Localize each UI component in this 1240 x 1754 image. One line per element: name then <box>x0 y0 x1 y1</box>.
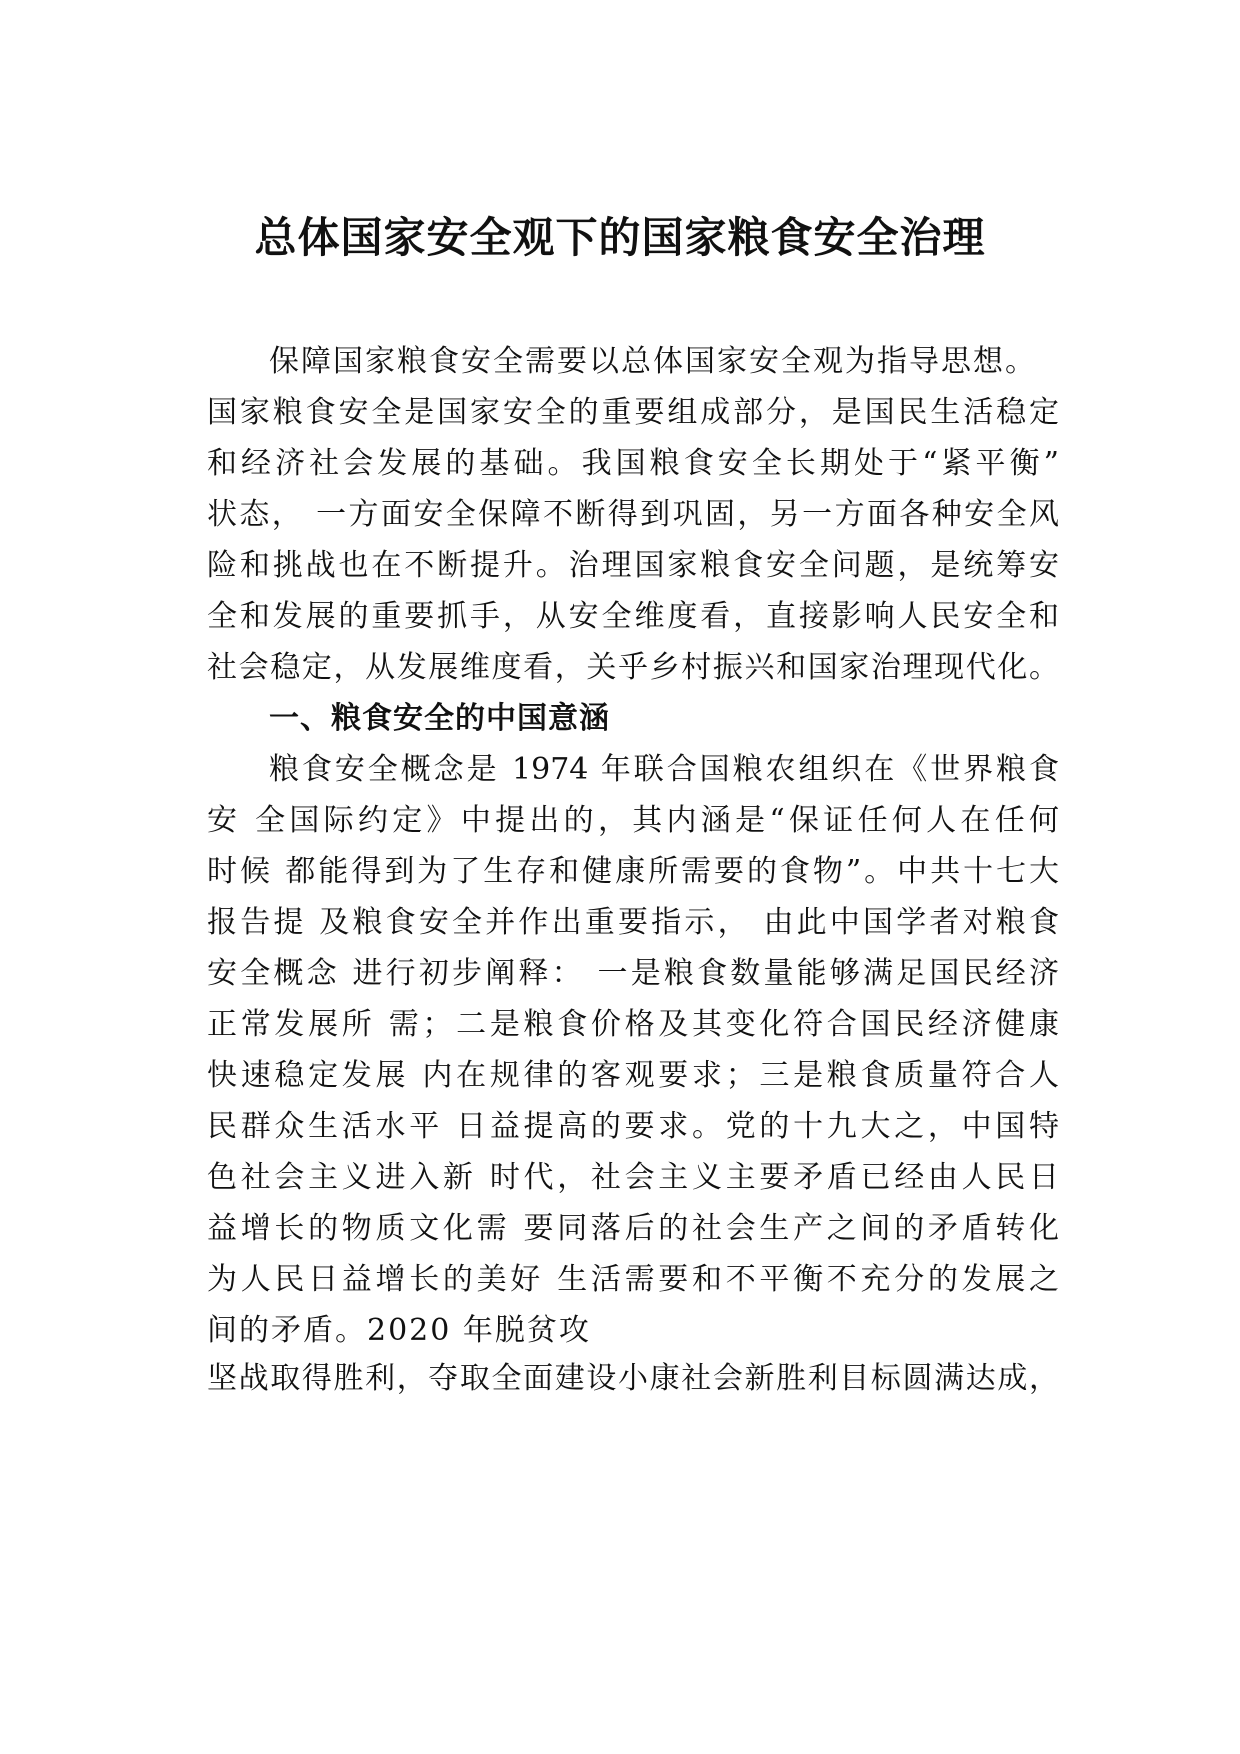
document-title: 总体国家安全观下的国家粮食安全治理 <box>254 213 986 262</box>
intro-line-3: 和经济社会发展的基础。我国粮食安全长期处于“紧平衡” <box>207 446 1059 481</box>
section-line-9: 色社会主义进入新 时代，社会主义主要矛盾已经由人民日 <box>207 1160 1059 1195</box>
section-line-2: 安 全国际约定》中提出的，其内涵是“保证任何人在任何 <box>207 803 1059 838</box>
intro-line-4: 状态， 一方面安全保障不断得到巩固，另一方面各种安全风 <box>207 497 1059 532</box>
section-line-10: 益增长的物质文化需 要同落后的社会生产之间的矛盾转化 <box>207 1211 1059 1246</box>
section-line-13: 坚战取得胜利，夺取全面建设小康社会新胜利目标圆满达成， <box>207 1361 1059 1396</box>
section-line-6: 正常发展所 需；二是粮食价格及其变化符合国民经济健康 <box>207 1007 1059 1042</box>
section-line-11: 为人民日益增长的美好 生活需要和不平衡不充分的发展之 <box>207 1262 1059 1297</box>
section-line-12: 间的矛盾。2020 年脱贫攻 <box>207 1313 591 1348</box>
section-line-1: 粮食安全概念是 1974 年联合国粮农组织在《世界粮食 <box>269 752 1059 787</box>
intro-line-6: 全和发展的重要抓手，从安全维度看，直接影响人民安全和 <box>207 599 1059 634</box>
section-line-8: 民群众生活水平 日益提高的要求。党的十九大之，中国特 <box>207 1109 1059 1144</box>
section-line-4: 报告提 及粮食安全并作出重要指示， 由此中国学者对粮食 <box>207 905 1059 940</box>
intro-line-5: 险和挑战也在不断提升。治理国家粮食安全问题，是统筹安 <box>207 548 1059 583</box>
section-line-5: 安全概念 进行初步阐释： 一是粮食数量能够满足国民经济 <box>207 956 1059 991</box>
intro-line-1: 保障国家粮食安全需要以总体国家安全观为指导思想。 <box>269 344 1037 379</box>
intro-line-7: 社会稳定，从发展维度看，关乎乡村振兴和国家治理现代化。 <box>207 650 1059 685</box>
intro-line-2: 国家粮食安全是国家安全的重要组成部分，是国民生活稳定 <box>207 395 1059 430</box>
section-heading: 一、粮食安全的中国意涵 <box>269 701 610 736</box>
section-line-3: 时候 都能得到为了生存和健康所需要的食物”。中共十七大 <box>207 854 1059 889</box>
section-line-7: 快速稳定发展 内在规律的客观要求；三是粮食质量符合人 <box>207 1058 1059 1093</box>
